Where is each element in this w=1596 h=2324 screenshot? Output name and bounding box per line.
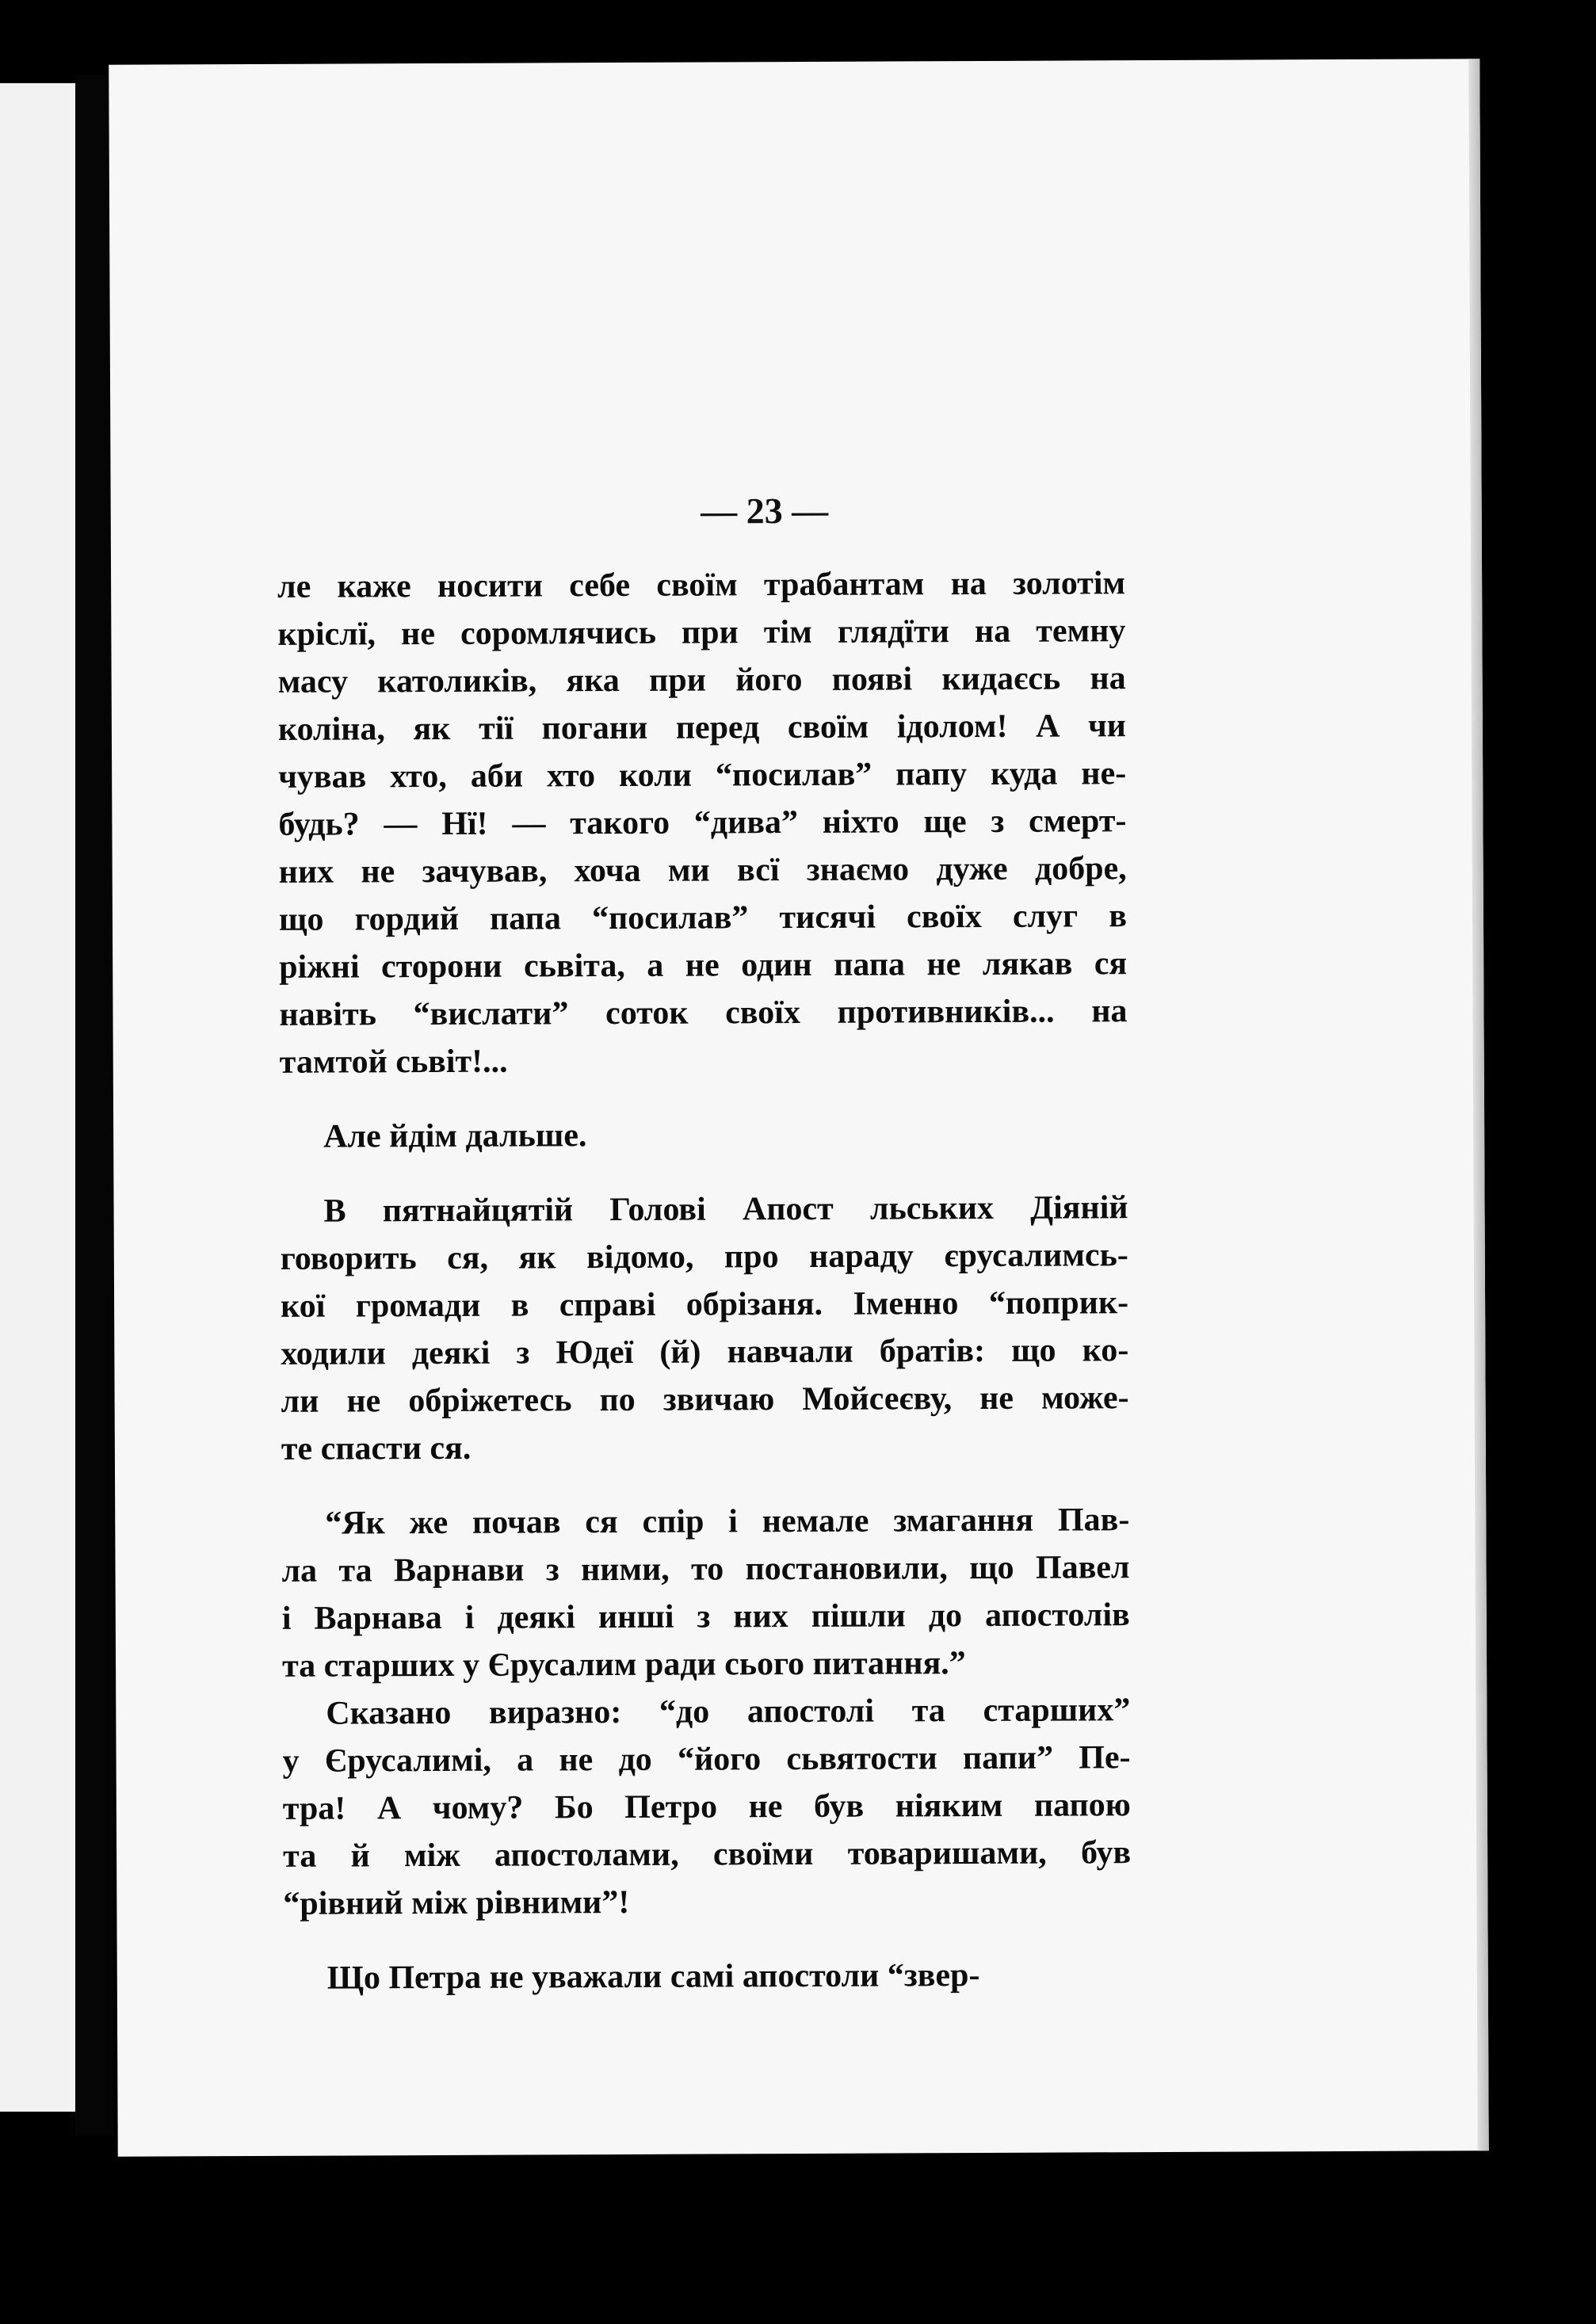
previous-page-edge (0, 83, 75, 2112)
page-edge-shadow (1468, 59, 1489, 2150)
paragraph-gap (280, 1157, 1128, 1188)
text-line: Але йдім дальше. (323, 1117, 587, 1155)
text-line: чував хто, аби хто коли “посилав” папу куда не- (278, 755, 1127, 796)
paragraph (280, 1184, 1129, 1473)
text-line: що гордий папа “посилав” тисячі своїх слуг в (278, 898, 1128, 938)
book-page (109, 59, 1489, 2157)
text-line: тра! А чому? Бо Петро не був ніяким папою (282, 1787, 1131, 1827)
text-line: ла та Варнави з ними, то постановили, що Павел (281, 1549, 1130, 1589)
paragraph-gap (284, 1924, 1132, 1955)
paragraph (281, 1496, 1130, 1690)
paragraph-gap (281, 1469, 1129, 1500)
text-line: масу католиків, яка при його появі кидаєсь на (277, 660, 1126, 700)
text-line: них не зачував, хоча ми всї знаємо дуже добре, (278, 850, 1127, 891)
text-line: кої громади в справі обрізаня. Іменно “поприк- (280, 1284, 1129, 1325)
text-line: говорить ся, як відомо, про нараду єрусалимсь- (280, 1237, 1128, 1277)
page-body-text (277, 559, 1132, 2002)
text-line: будь? — Нї! — такого “дива” ніхто ще з смерт- (278, 803, 1127, 843)
text-line: В пятнайцятій Голові Апост льських Діяній (323, 1189, 1128, 1230)
text-line: у Єрусалимі, а не до “його сьвятости папи” Пе- (282, 1739, 1131, 1780)
text-line: ле каже носити себе своїм трабантам на золотім (277, 565, 1126, 605)
text-line: те спасти ся. (281, 1429, 472, 1467)
page-number: — 23 — (701, 490, 829, 532)
text-line: і Варнава і деякі инші з них пішли до апостолів (281, 1597, 1130, 1637)
paragraph (284, 1951, 1132, 2002)
text-line: “Як же почав ся спір і немале змагання Пав- (325, 1502, 1130, 1542)
text-line: навіть “вислати” соток своїх противників... на (279, 993, 1128, 1033)
text-line: “рівний між рівними”! (283, 1883, 630, 1922)
text-line: коліна, як тії погани перед своїм ідолом! А чи (277, 708, 1127, 748)
text-line: кріслї, не соромлячись при тім глядїти на темну (277, 612, 1126, 653)
book-gutter (75, 75, 113, 2135)
text-line: ходили деякі з Юдеї (й) навчали братів: що ко- (281, 1332, 1129, 1372)
text-line: тамтой сьвіт!... (279, 1043, 508, 1081)
paragraph (280, 1109, 1128, 1161)
text-line: та й між апостолами, своїми товаришами, був (283, 1834, 1132, 1875)
text-line: Сказано виразно: “до апостолі та старших” (326, 1692, 1131, 1732)
text-line: Що Петра не уважали самі апостоли “звер- (326, 1957, 980, 1997)
paragraph-gap (280, 1082, 1128, 1113)
paragraph (277, 559, 1128, 1086)
text-line: ли не обріжетесь по звичаю Мойсеєву, не може- (281, 1380, 1129, 1420)
text-line: ріжні сторони сьвіта, а не один папа не лякав ся (279, 945, 1128, 986)
text-line: та старших у Єрусалим ради сього питання.” (281, 1645, 966, 1685)
paragraph (282, 1686, 1131, 1928)
